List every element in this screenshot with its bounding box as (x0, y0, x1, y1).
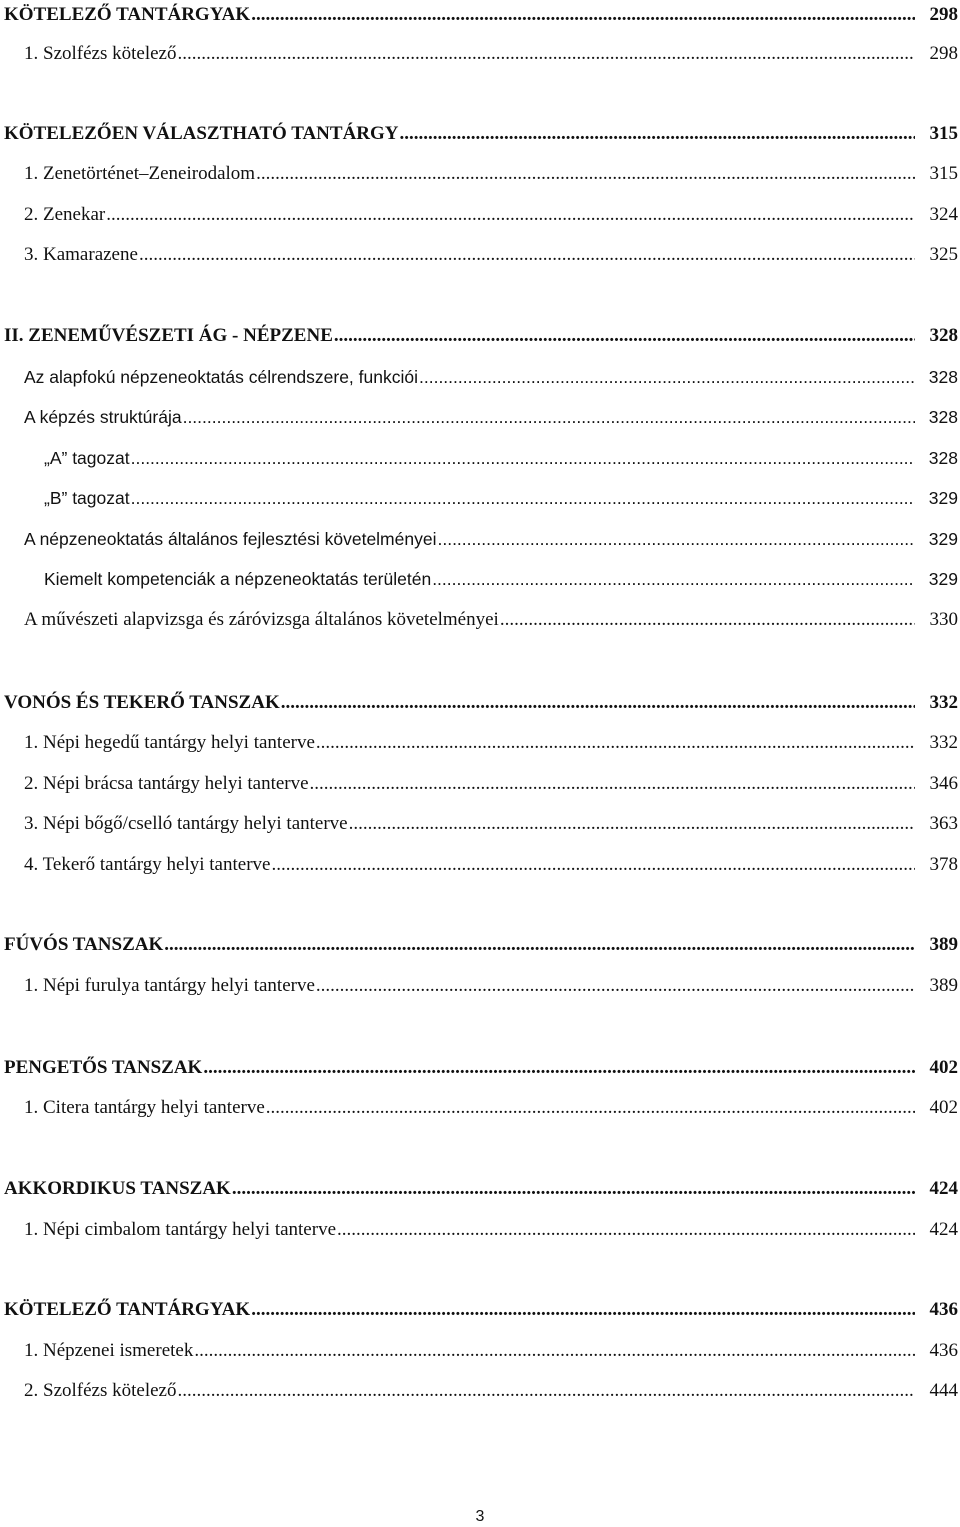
toc-leader-dots (106, 200, 915, 230)
toc-page-number: 444 (929, 1380, 958, 1401)
toc-heading[interactable] (0, 119, 960, 149)
toc-page-number: 424 (929, 1219, 958, 1240)
toc-leader-dots (316, 728, 915, 758)
toc-page-number: 363 (929, 813, 958, 834)
toc-entry-title: 1. Citera tantárgy helyi tanterve (24, 1097, 265, 1118)
toc-heading[interactable] (0, 1053, 960, 1083)
toc-heading[interactable] (0, 1174, 960, 1204)
toc-page-number: 328 (929, 325, 958, 346)
toc-entry[interactable] (0, 483, 960, 513)
toc-leader-dots (131, 483, 915, 513)
toc-entry[interactable] (0, 240, 960, 270)
toc-entry-title: „A” tagozat (44, 448, 130, 468)
toc-leader-dots (419, 362, 915, 392)
toc-leader-dots (271, 850, 915, 880)
toc-leader-dots (281, 688, 915, 718)
toc-leader-dots (334, 321, 915, 351)
toc-entry-title: 2. Zenekar (24, 204, 106, 225)
toc-page-number: 389 (929, 934, 958, 955)
toc-leader-dots (256, 159, 915, 189)
toc-page-number: 329 (928, 529, 958, 549)
toc-leader-dots (177, 39, 915, 69)
toc-entry-title: A képzés struktúrája (24, 407, 182, 427)
toc-entry[interactable] (0, 769, 960, 799)
toc-leader-dots (266, 1093, 915, 1123)
toc-entry[interactable] (0, 1376, 960, 1406)
toc-page-number: 329 (928, 488, 958, 508)
toc-entry-title: KÖTELEZŐEN VÁLASZTHATÓ TANTÁRGY (4, 123, 399, 144)
toc-entry-title: A népzeneoktatás általános fejlesztési követelményei (24, 529, 437, 549)
toc-leader-dots (232, 1174, 915, 1204)
toc-page-number: 328 (928, 448, 958, 468)
toc-leader-dots (432, 564, 915, 594)
toc-entry-title: A művészeti alapvizsga és záróvizsga általános követelményei (24, 609, 499, 630)
toc-leader-dots (139, 240, 915, 270)
toc-entry-title: 1. Szolfézs kötelező (24, 43, 177, 64)
toc-entry[interactable] (0, 728, 960, 758)
toc-page-number: 436 (929, 1299, 958, 1320)
toc-leader-dots (131, 443, 915, 473)
toc-entry-title: AKKORDIKUS TANSZAK (4, 1178, 231, 1199)
toc-page-number: 346 (929, 773, 958, 794)
toc-page-number: 329 (928, 569, 958, 589)
toc-entry-title: 1. Népzenei ismeretek (24, 1340, 194, 1361)
page-number: 3 (475, 1508, 485, 1525)
toc-page-number: 332 (929, 732, 958, 753)
toc-entry-title: 2. Szolfézs kötelező (24, 1380, 177, 1401)
toc-entry-title: 1. Zenetörténet–Zeneirodalom (24, 163, 256, 184)
toc-page-number: 389 (929, 975, 958, 996)
toc-entry[interactable] (0, 564, 960, 594)
toc-page-number: 328 (928, 367, 958, 387)
toc-page-number: 378 (929, 854, 958, 875)
toc-page-number: 332 (929, 692, 958, 713)
toc-leader-dots (337, 1215, 915, 1245)
toc-entry-title: „B” tagozat (44, 488, 130, 508)
toc-leader-dots (203, 1053, 915, 1083)
toc-entry-title: 4. Tekerő tantárgy helyi tanterve (24, 854, 271, 875)
toc-entry-title: Az alapfokú népzeneoktatás célrendszere, funkciói (24, 367, 418, 387)
toc-leader-dots (183, 402, 915, 432)
toc-entry-title: 3. Népi bőgő/cselló tantárgy helyi tanterve (24, 813, 348, 834)
toc-entry[interactable] (0, 809, 960, 839)
toc-entry-title: 2. Népi brácsa tantárgy helyi tanterve (24, 773, 309, 794)
toc-page-number: 315 (929, 163, 958, 184)
toc-page-number: 298 (929, 43, 958, 64)
toc-entry[interactable] (0, 159, 960, 189)
toc-entry-title: II. ZENEMŰVÉSZETI ÁG - NÉPZENE (4, 325, 333, 346)
toc-leader-dots (316, 971, 915, 1001)
toc-leader-dots (251, 1295, 915, 1325)
toc-leader-dots (194, 1336, 915, 1366)
toc-entry[interactable] (0, 443, 960, 473)
toc-entry[interactable] (0, 1215, 960, 1245)
toc-entry-title: KÖTELEZŐ TANTÁRGYAK (4, 1299, 251, 1320)
toc-entry-title: VONÓS ÉS TEKERŐ TANSZAK (4, 692, 280, 713)
toc-heading[interactable] (0, 321, 960, 351)
toc-page-number: 402 (929, 1057, 958, 1078)
toc-leader-dots (177, 1376, 915, 1406)
toc-entry[interactable] (0, 605, 960, 635)
toc-page-number: 424 (929, 1178, 958, 1199)
toc-page-number: 330 (929, 609, 958, 630)
toc-leader-dots (500, 605, 915, 635)
toc-page-number: 402 (929, 1097, 958, 1118)
toc-entry-title: 1. Népi furulya tantárgy helyi tanterve (24, 975, 315, 996)
toc-page-number: 324 (929, 204, 958, 225)
toc-heading[interactable] (0, 1295, 960, 1325)
toc-entry[interactable] (0, 200, 960, 230)
toc-entry[interactable] (0, 971, 960, 1001)
toc-leader-dots (310, 769, 915, 799)
toc-page-number: 315 (929, 123, 958, 144)
toc-leader-dots (164, 930, 915, 960)
toc-entry[interactable] (0, 1336, 960, 1366)
toc-entry-title: FÚVÓS TANSZAK (4, 934, 164, 955)
toc-page-number: 325 (929, 244, 958, 265)
toc-entry-title: PENGETŐS TANSZAK (4, 1057, 203, 1078)
toc-entry[interactable] (0, 39, 960, 69)
toc-page-number: 328 (928, 407, 958, 427)
toc-heading[interactable] (0, 688, 960, 718)
toc-entry[interactable] (0, 850, 960, 880)
toc-leader-dots (437, 524, 915, 554)
toc-entry[interactable] (0, 524, 960, 554)
toc-entry-title: KÖTELEZŐ TANTÁRGYAK (4, 4, 251, 25)
toc-entry-title: 3. Kamarazene (24, 244, 138, 265)
toc-page-number: 298 (929, 4, 958, 25)
toc-entry-title: 1. Népi hegedű tantárgy helyi tanterve (24, 732, 315, 753)
toc-entry[interactable] (0, 362, 960, 392)
toc-entry-title: 1. Népi cimbalom tantárgy helyi tanterve (24, 1219, 336, 1240)
toc-leader-dots (349, 809, 915, 839)
toc-leader-dots (251, 0, 915, 30)
toc-entry-title: Kiemelt kompetenciák a népzeneoktatás területén (44, 569, 432, 589)
toc-entry[interactable] (0, 1093, 960, 1123)
toc-heading[interactable] (0, 0, 960, 30)
toc-entry[interactable] (0, 402, 960, 432)
toc-leader-dots (400, 119, 915, 149)
toc-heading[interactable] (0, 930, 960, 960)
toc-page-number: 436 (929, 1340, 958, 1361)
